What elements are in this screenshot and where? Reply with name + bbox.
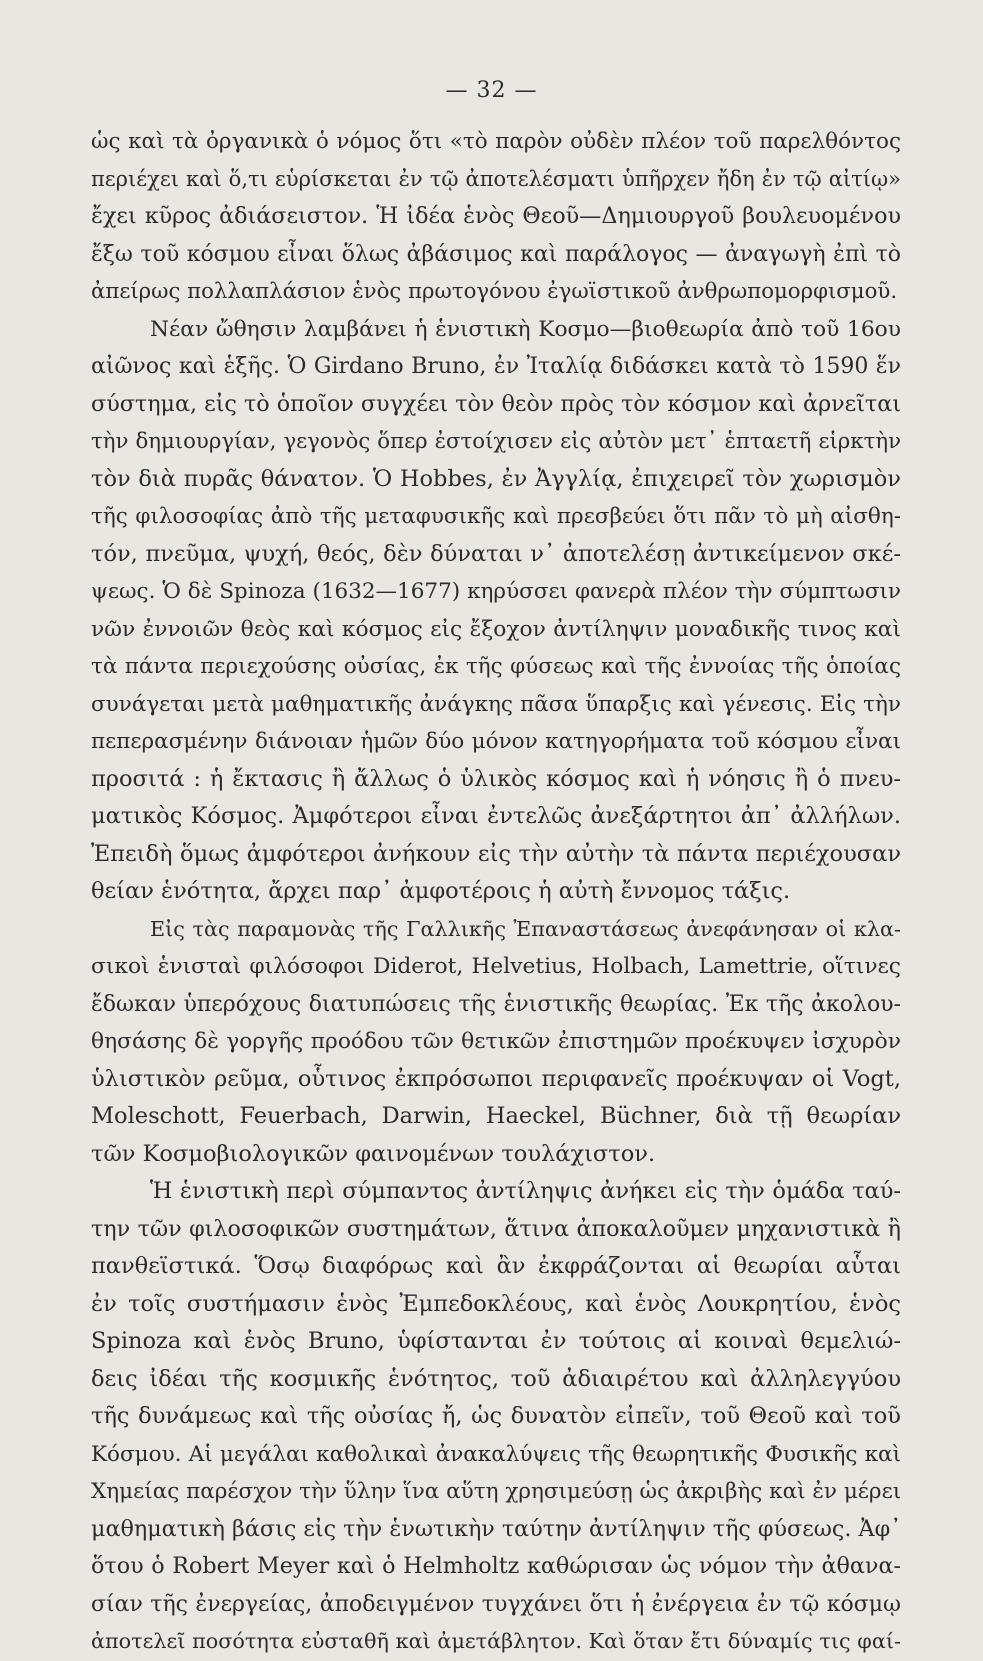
text-line: προσιτά : ἡ ἔκτασις ἢ ἄλλως ὁ ὑλικὸς κόσμος καὶ ἡ νόησις ἢ ὁ πνευ- (91, 765, 901, 792)
body-text (91, 123, 901, 1661)
text-line: συνάγεται μετὰ μαθηματικῆς ἀνάγκης πᾶσα ὕπαρξις καὶ γένεσις. Εἰς τὴν (91, 691, 901, 717)
text-line: θησάσης δὲ γοργῆς προόδου τῶν θετικῶν ἐπιστημῶν προέκυψεν ἰσχυρὸν (91, 1029, 901, 1054)
text-line: πανθεϊστικά. Ὅσῳ διαφόρως καὶ ἂν ἐκφράζονται αἱ θεωρίαι αὗται (91, 1253, 901, 1279)
text-line: σικοὶ ἑνισταὶ φιλόσοφοι Diderot, Helvetius, Holbach, Lamettrie, οἵτινες (91, 954, 901, 979)
text-line: Νέαν ὤθησιν λαμβάνει ἡ ἑνιστικὴ Κοσμο—βιοθεωρία ἀπὸ τοῦ 16ου (150, 316, 901, 342)
text-line: δεις ἰδέαι τῆς κοσμικῆς ἑνότητος, τοῦ ἀδιαιρέτου καὶ ἀλληλεγγύου (91, 1365, 901, 1392)
text-line: τὸν διὰ πυρᾶς θάνατον. Ὁ Hobbes, ἐν Ἀγγλίᾳ, ἐπιχειρεῖ τὸν χωρισμὸν (91, 465, 901, 492)
text-line: ὡς καὶ τὰ ὀργανικὰ ὁ νόμος ὅτι «τὸ παρὸν οὐδὲν πλέον τοῦ παρελθόντος (91, 129, 901, 154)
text-line: ἀπείρως πολλαπλάσιον ἑνὸς πρωτογόνου ἐγωϊστικοῦ ἀνθρωπομορφισμοῦ. (91, 279, 898, 304)
text-line: τῆς φιλοσοφίας ἀπὸ τῆς μεταφυσικῆς καὶ πρεσβεύει ὅτι πᾶν τὸ μὴ αἰσθη- (91, 504, 901, 529)
text-line: Χημείας παρέσχον τὴν ὕλην ἵνα αὕτη χρησιμεύσῃ ὡς ἀκριβὴς καὶ ἐν μέρει (91, 1479, 902, 1504)
text-line: την τῶν φιλοσοφικῶν συστημάτων, ἅτινα ἀποκαλοῦμεν μηχανιστικὰ ἢ (91, 1215, 901, 1242)
text-line: ἔξω τοῦ κόσμου εἶναι ὅλως ἀβάσιμος καὶ παράλογος — ἀναγωγὴ ἐπὶ τὸ (91, 241, 901, 267)
text-line: ματικὸς Κόσμος. Ἀμφότεροι εἶναι ἐντελῶς ἀνεξάρτητοι ἀπ᾽ ἀλλήλων. (91, 803, 901, 829)
text-line: τὴν δημιουργίαν, γεγονὸς ὅπερ ἐστοίχισεν εἰς αὐτὸν μετ᾽ ἑπταετῆ εἱρκτὴν (91, 429, 901, 454)
text-line: Ἐπειδὴ ὅμως ἀμφότεροι ἀνήκουν εἰς τὴν αὐτὴν τὰ πάντα περιέχουσαν (91, 840, 901, 867)
text-line: τῶν Κοσμοβιολογικῶν φαινομένων τουλάχιστον. (91, 1140, 656, 1167)
text-line: τῆς δυνάμεως καὶ τῆς οὐσίας ἤ, ὡς δυνατὸν εἰπεῖν, τοῦ Θεοῦ καὶ τοῦ (91, 1403, 901, 1429)
text-line: ὅτου ὁ Robert Meyer καὶ ὁ Helmholtz καθώρισαν ὡς νόμον τὴν ἀθανα- (91, 1553, 901, 1579)
text-line: ἔδωκαν ὑπερόχους διατυπώσεις τῆς ἑνιστικῆς θεωρίας. Ἐκ τῆς ἀκολου- (91, 991, 901, 1017)
text-line: ἀποτελεῖ ποσότητα εὐσταθῆ καὶ ἀμετάβλητον. Καὶ ὅταν ἔτι δύναμίς τις φαί- (91, 1629, 901, 1653)
text-line: ἐν τοῖς συστήμασιν ἑνὸς Ἐμπεδοκλέους, καὶ ἑνὸς Λουκρητίου, ἑνὸς (91, 1290, 901, 1317)
text-line: θείαν ἑνότητα, ἄρχει παρ᾽ ἀμφοτέροις ἡ αὐτὴ ἔννομος τάξις. (91, 878, 791, 904)
text-line: σύστημα, εἰς τὸ ὁποῖον συγχέει τὸν θεὸν πρὸς τὸν κόσμον καὶ ἀρνεῖται (91, 390, 901, 417)
text-line: αἰῶνος καὶ ἑξῆς. Ὁ Girdano Bruno, ἐν Ἰταλίᾳ διδάσκει κατὰ τὸ 1590 ἕν (91, 354, 901, 379)
text-line: Κόσμου. Αἱ μεγάλαι καθολικαὶ ἀνακαλύψεις τῆς θεωρητικῆς Φυσικῆς καὶ (91, 1441, 901, 1467)
text-line: ψεως. Ὁ δὲ Spinoza (1632—1677) κηρύσσει φανερὰ πλέον τὴν σύμπτωσιν (91, 579, 901, 604)
text-line: Ἡ ἑνιστικὴ περὶ σύμπαντος ἀντίληψις ἀνήκει εἰς τὴν ὁμάδα ταύ- (150, 1178, 901, 1204)
text-line: ἔχει κῦρος ἀδιάσειστον. Ἡ ἰδέα ἑνὸς Θεοῦ—Δημιουργοῦ βουλευομένου (91, 203, 901, 229)
text-line: μαθηματικὴ βάσις εἰς τὴν ἑνωτικὴν ταύτην ἀντίληψιν τῆς φύσεως. Ἀφ᾽ (91, 1515, 902, 1542)
text-line: σίαν τῆς ἐνεργείας, ἀποδειγμένον τυγχάνει ὅτι ἡ ἐνέργεια ἐν τῷ κόσμῳ (91, 1591, 901, 1617)
text-line: νῶν ἐννοιῶν θεὸς καὶ κόσμος εἰς ἔξοχον ἀντίληψιν μοναδικῆς τινος καὶ (91, 616, 901, 642)
text-line: Spinoza καὶ ἑνὸς Bruno, ὑφίστανται ἐν τούτοις αἱ κοιναὶ θεμελιώ- (91, 1328, 901, 1354)
text-line: περιέχει καὶ ὅ,τι εὑρίσκεται ἐν τῷ ἀποτελέσματι ὑπῆρχεν ἤδη ἐν τῷ αἰτίῳ» (91, 166, 901, 191)
page-number: — 32 — (445, 78, 538, 103)
text-line: Moleschott, Feuerbach, Darwin, Haeckel, Büchner, διὰ τῇ θεωρίαν (91, 1103, 901, 1129)
text-line: πεπερασμένην διάνοιαν ἡμῶν δύο μόνον κατηγορήματα τοῦ κόσμου εἶναι (91, 729, 901, 754)
text-line: τὰ πάντα περιεχούσης οὐσίας, ἐκ τῆς φύσεως καὶ τῆς ἐννοίας τῆς ὁποίας (91, 654, 901, 679)
text-line: τόν, πνεῦμα, ψυχή, θεός, δὲν δύναται ν᾽ ἀποτελέσῃ ἀντικείμενον σκέ- (91, 540, 901, 567)
text-line: Εἰς τὰς παραμονὰς τῆς Γαλλικῆς Ἐπαναστάσεως ἀνεφάνησαν οἱ κλα- (150, 916, 901, 941)
text-line: ὑλιστικὸν ρεῦμα, οὗτινος ἐκπρόσωποι περιφανεῖς προέκυψαν οἱ Vogt, (91, 1065, 901, 1092)
